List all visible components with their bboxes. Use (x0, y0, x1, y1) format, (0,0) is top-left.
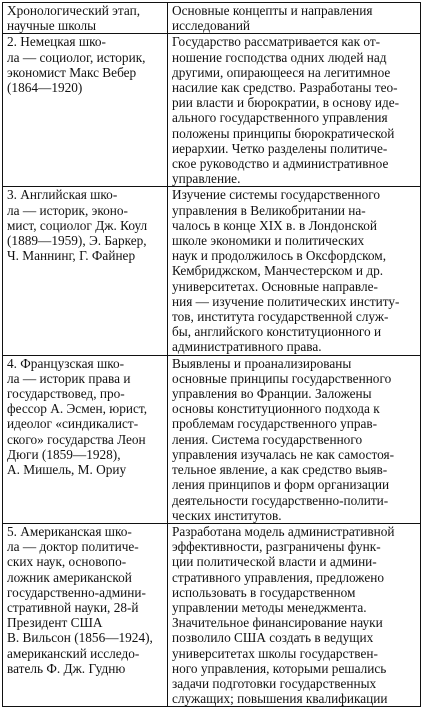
table-header-row (3, 3, 421, 34)
cell-line: А. Мишель, М. Ориу (7, 462, 127, 478)
cell-line: служащих; повышения квалификации (172, 691, 388, 707)
cell-line: ношение господства одних людей над (172, 49, 387, 65)
cell-line: чалось в конце XIX в. в Лондонской (172, 217, 378, 233)
table-row-english-school (3, 187, 421, 355)
cell-line: проблемам государственного управ- (172, 416, 378, 432)
cell-line: университетах. Основные направле- (172, 278, 378, 294)
cell-line: Государство рассматривается как от- (172, 34, 381, 50)
cell-line: стративной науки, 28-й (7, 599, 139, 615)
cell-line: ния — изучение политических институ- (172, 293, 400, 309)
cell-line: 5. Американская шко- (7, 523, 132, 539)
cell-line: Ч. Маннинг, Г. Файнер (7, 248, 136, 264)
cell-line: ции политической власти и админи- (172, 554, 377, 570)
cell-line: американский исследо- (7, 645, 140, 661)
cell-line: наук и продолжилось в Оксфордском, (172, 248, 387, 264)
cell-line: ла — социолог, историк, (7, 49, 146, 65)
cell-line: управления изучалась не как самостоя- (172, 446, 395, 462)
cell-line: ческих институтов. (172, 507, 282, 523)
cell-line: школе экономики и политических (172, 233, 365, 249)
cell-line: государственно-админи- (7, 584, 146, 600)
cell-line: экономист Макс Вебер (7, 64, 137, 80)
header-cell-stage (3, 3, 168, 34)
cell-line: ального государственного управления (172, 110, 388, 126)
header-text: исследований (172, 18, 251, 34)
table-row-french-school (3, 355, 421, 523)
cell-line: позволило США создать в ведущих (172, 630, 374, 646)
cell-line: Дюги (1859—1928), (7, 446, 121, 462)
cell-line: (1864—1920) (7, 80, 83, 96)
cell-line: рии власти и бюрократии, в основу иде- (172, 95, 400, 111)
cell-line: насилие как средство. Разработаны тео- (172, 80, 398, 96)
cell-line: ления принципов и форм организации (172, 477, 390, 493)
cell-line: управления в Великобритании на- (172, 202, 366, 218)
cell-line: основные принципы государственного (172, 370, 392, 386)
cell-line: (1889—1959), Э. Баркер, (7, 233, 147, 249)
cell-line: ления. Система государственного (172, 431, 363, 447)
cell-line: 2. Немецкая шко- (7, 34, 106, 50)
cell-line: государствовед, про- (7, 386, 125, 402)
cell-line: стративного управления, предложено (172, 569, 384, 585)
cell-line: В. Вильсон (1856—1924), (7, 630, 153, 646)
cell-line: Значительное финансирование науки (172, 615, 383, 631)
cell-line: Разработана модель административной (172, 523, 395, 539)
cell-line: 3. Английская шко- (7, 187, 118, 203)
cell-line: 4. Французская шко- (7, 355, 125, 371)
cell-line: Изучение системы государственного (172, 187, 380, 203)
header-text: научные школы (7, 18, 97, 34)
header-cell-concepts (168, 3, 421, 34)
cell-line: управлении методы менеджмента. (172, 599, 367, 615)
cell-line: управление. (172, 171, 241, 187)
cell-line: ское руководство и административное (172, 156, 389, 172)
header-text: Основные концепты и направления (172, 3, 373, 18)
header-text: Хронологический этап, (7, 3, 141, 18)
table-row-american-school (3, 523, 421, 706)
school-cell (3, 523, 168, 706)
cell-line: ла — историк права и (7, 370, 131, 386)
concepts-cell (168, 523, 421, 706)
cell-line: ла — историк, эконо- (7, 202, 128, 218)
cell-line: другими, опирающееся на легитимное (172, 64, 391, 80)
cell-line: ватель Ф. Дж. Гудню (7, 660, 126, 676)
cell-line: иерархии. Четко разделены политиче- (172, 140, 388, 156)
cell-line: Президент США (7, 615, 103, 631)
cell-line: ложник американской (7, 569, 132, 585)
schools-table (2, 2, 421, 707)
cell-line: административного права. (172, 339, 322, 355)
cell-line: ла — доктор политиче- (7, 539, 139, 555)
cell-line: бы, английского конституционного и (172, 324, 382, 340)
school-cell (3, 34, 168, 187)
school-cell (3, 355, 168, 523)
cell-line: тов, института государственной служ- (172, 309, 389, 325)
cell-line: идеолог «синдикалист- (7, 416, 139, 432)
cell-line: использовать в государственном (172, 584, 356, 600)
cell-line: управления во Франции. Заложены (172, 386, 372, 402)
cell-line: Кембриджском, Манчестерском и др. (172, 263, 384, 279)
cell-line: университетах школы государствен- (172, 645, 378, 661)
cell-line: Выявлены и проанализированы (172, 355, 352, 371)
cell-line: ских наук, основопо- (7, 554, 127, 570)
cell-line: мист, социолог Дж. Коул (7, 217, 148, 233)
concepts-cell (168, 34, 421, 187)
cell-line: ного управления, которыми решались (172, 660, 387, 676)
concepts-cell (168, 355, 421, 523)
cell-line: эффективности, разграничены функ- (172, 539, 381, 555)
cell-line: положены принципы бюрократической (172, 125, 395, 141)
cell-line: деятельности государственно-полити- (172, 492, 389, 508)
cell-line: задачи подготовки государственных (172, 675, 377, 691)
cell-line: ского» государства Леон (7, 431, 146, 447)
cell-line: основы конституционного подхода к (172, 401, 380, 417)
school-cell (3, 187, 168, 355)
concepts-cell (168, 187, 421, 355)
cell-line: тельное явление, а как средство выяв- (172, 462, 388, 478)
table-row-german-school (3, 34, 421, 187)
cell-line: фессор А. Эсмен, юрист, (7, 401, 148, 417)
